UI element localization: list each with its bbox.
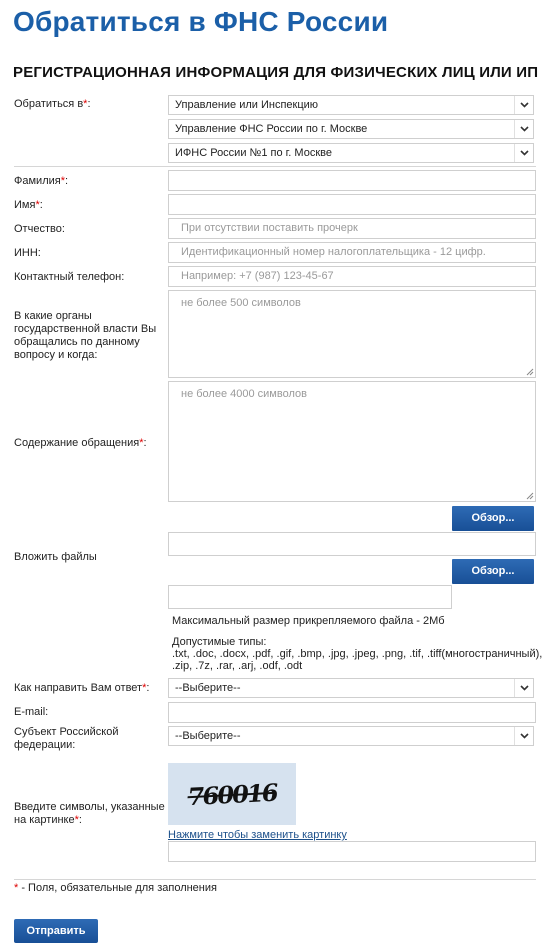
authority-type-select[interactable]: [168, 95, 534, 115]
reply-method-label: Как направить Вам ответ*:: [14, 682, 150, 694]
browse-button-1[interactable]: Обзор...: [452, 506, 534, 531]
section-subtitle: РЕГИСТРАЦИОННАЯ ИНФОРМАЦИЯ ДЛЯ ФИЗИЧЕСКИХ ЛИЦ ИЛИ ИП: [13, 64, 539, 81]
content-placeholder: не более 4000 символов: [181, 388, 307, 400]
email-label: E-mail:: [14, 706, 49, 718]
organs-placeholder: не более 500 символов: [181, 297, 301, 309]
reply-method-select[interactable]: [168, 678, 534, 698]
captcha-label: Введите символы, указанные на картинке*:: [14, 801, 165, 826]
attach-files-label: Вложить файлы: [14, 551, 97, 563]
organs-textarea[interactable]: [168, 290, 536, 378]
content-label: Содержание обращения*:: [14, 437, 147, 449]
file-input-2[interactable]: [168, 585, 452, 609]
resize-grip-icon[interactable]: [525, 367, 534, 376]
chevron-down-icon: [514, 120, 533, 138]
phone-label: Контактный телефон:: [14, 271, 125, 283]
max-size-note: Максимальный размер прикрепляемого файла - 2Мб: [172, 615, 445, 627]
surname-input[interactable]: [168, 170, 536, 191]
captcha-image: [168, 763, 296, 825]
regional-office-value: Управление ФНС России по г. Москве: [175, 123, 368, 135]
region-label: Субъект Российской федерации:: [14, 726, 119, 751]
inn-input[interactable]: Идентификационный номер налогоплательщика - 12 цифр.: [168, 242, 536, 263]
regional-office-select[interactable]: [168, 119, 534, 139]
organs-label: В какие органы государственной власти Вы обращались по данному вопросу и когда:: [14, 310, 157, 361]
required-footnote: * - Поля, обязательные для заполнения: [14, 882, 217, 894]
authority-type-value: Управление или Инспекцию: [175, 99, 319, 111]
inn-label: ИНН:: [14, 247, 41, 259]
chevron-down-icon: [514, 679, 533, 697]
resize-grip-icon[interactable]: [525, 491, 534, 500]
appeal-to-label: Обратиться в*:: [14, 98, 91, 110]
divider: [14, 166, 536, 167]
allowed-types-note: Допустимые типы: .txt, .doc, .docx, .pdf, .gif, .bmp, .jpg, .jpeg, .png, .tif, .tiff(многостраничный), .zip, .7z, .rar, .arj, .odf, .odt: [172, 636, 543, 672]
inspection-select[interactable]: [168, 143, 534, 163]
reply-method-value: --Выберите--: [175, 682, 241, 694]
refresh-captcha-link[interactable]: Нажмите чтобы заменить картинку: [168, 829, 347, 841]
region-select[interactable]: [168, 726, 534, 746]
submit-button[interactable]: Отправить: [14, 919, 98, 943]
page-title: Обратиться в ФНС России: [13, 6, 389, 37]
region-value: --Выберите--: [175, 730, 241, 742]
captcha-image-text: 760016: [185, 777, 279, 811]
chevron-down-icon: [514, 96, 533, 114]
patronymic-label: Отчество:: [14, 223, 65, 235]
captcha-input[interactable]: [168, 841, 536, 862]
content-textarea[interactable]: [168, 381, 536, 502]
patronymic-input[interactable]: При отсутствии поставить прочерк: [168, 218, 536, 239]
email-input[interactable]: [168, 702, 536, 723]
surname-label: Фамилия*:: [14, 175, 69, 187]
chevron-down-icon: [514, 144, 533, 162]
name-label: Имя*:: [14, 199, 43, 211]
browse-button-2[interactable]: Обзор...: [452, 559, 534, 584]
phone-input[interactable]: Например: +7 (987) 123-45-67: [168, 266, 536, 287]
name-input[interactable]: [168, 194, 536, 215]
divider: [14, 879, 536, 880]
chevron-down-icon: [514, 727, 533, 745]
inspection-value: ИФНС России №1 по г. Москве: [175, 147, 332, 159]
file-input-1[interactable]: [168, 532, 536, 556]
